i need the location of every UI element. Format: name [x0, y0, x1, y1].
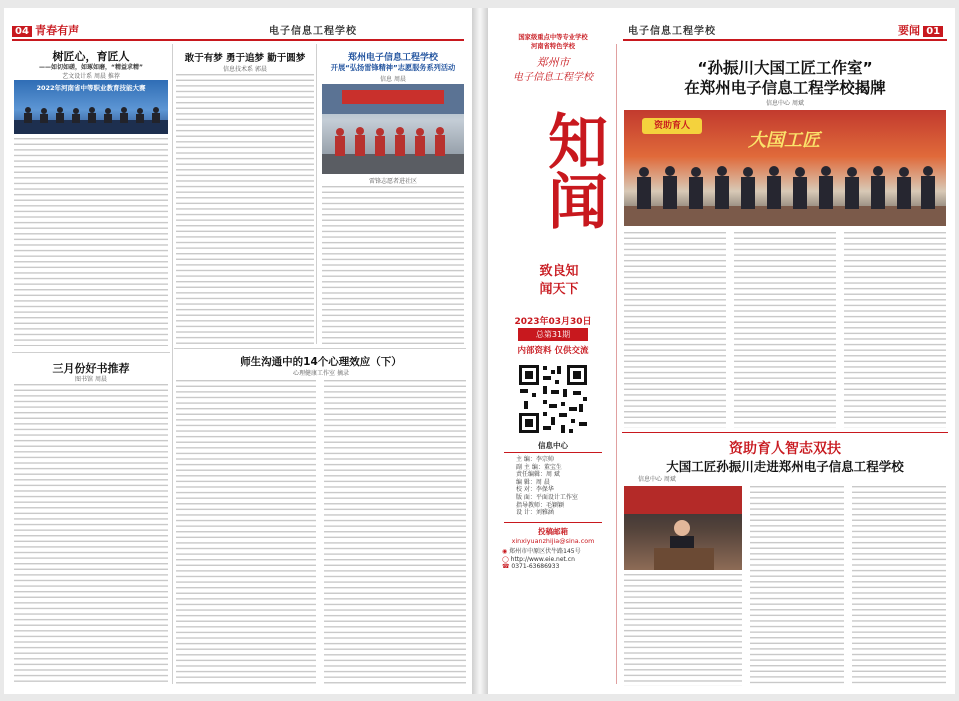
page-header-title: 电子信息工程学校 — [269, 26, 357, 37]
masthead-divider — [504, 522, 602, 523]
location-pin-icon: ◉ — [502, 548, 508, 555]
phone-line — [502, 563, 612, 571]
phone-text: 0371-63686933 — [511, 563, 560, 571]
photo-title-text: 大国工匠 — [748, 130, 820, 151]
headline2-line-1: 资助育人智志双扶 — [729, 441, 841, 457]
ceremony-photo — [624, 110, 946, 226]
column-divider — [172, 44, 173, 684]
competition-photo — [14, 80, 168, 134]
school-name-line-1: 郑州市 — [536, 56, 570, 69]
section-title: 要闻 — [898, 24, 920, 37]
qr-label: 信息中心 — [538, 441, 568, 450]
masthead — [494, 32, 612, 672]
article-body-text — [624, 232, 726, 428]
article-byline: 艺文设计系 周晨 推荐 — [62, 73, 120, 80]
staff-entry: 责任编辑：周 斌 — [516, 471, 560, 479]
volunteer-group-illustration — [322, 84, 464, 174]
article-title-line2: 开展“弘扬雷锋精神”志愿服务系列活动 — [330, 63, 456, 72]
page-gutter — [472, 8, 488, 694]
org-line-2: 河南省特色学校 — [530, 43, 576, 50]
address-line — [502, 548, 612, 556]
article-body-text — [844, 232, 946, 428]
staff-entry: 校 对：李保华 — [516, 486, 554, 494]
header-rule — [623, 39, 947, 41]
issue-number-badge: 总第31期 — [518, 328, 588, 341]
staff-entry: 指导教师：毛颖颖 — [516, 501, 565, 509]
staff-entry: 编 辑：周 晨 — [516, 478, 550, 486]
article-subtitle: ——如切如磋，如琢如磨，“精益求精” — [39, 64, 143, 71]
article-byline: 心理健康工作室 摘录 — [293, 370, 349, 377]
issue-date: 2023年03月30日 — [514, 317, 592, 327]
article-byline: 信息 周晨 — [380, 76, 406, 83]
article-body-text — [624, 574, 742, 686]
photo-banner-badge: 资助育人 — [642, 118, 702, 134]
article-divider — [174, 348, 466, 349]
internal-notice: 内部资料 仅供交流 — [517, 346, 589, 356]
qr-code-graphic — [516, 362, 590, 436]
speaker-illustration — [624, 486, 742, 570]
website-text[interactable]: http://www.eie.net.cn — [510, 555, 575, 563]
speaker-photo — [624, 486, 742, 570]
right-page-header — [898, 22, 943, 38]
phone-icon: ☎ — [502, 563, 510, 571]
headline-byline: 信息中心 周斌 — [766, 100, 804, 107]
group-photo-illustration — [624, 110, 946, 226]
article-title: 郑州电子信息工程学校 — [347, 53, 438, 63]
website-line — [502, 556, 612, 564]
page-number-badge: 01 — [923, 26, 943, 37]
article-body-text — [734, 232, 836, 428]
headline-line-2: 在郑州电子信息工程学校揭牌 — [684, 79, 886, 97]
article-byline: 信息技术系 郭晨 — [223, 66, 267, 73]
contribution-label: 投稿邮箱 — [538, 527, 568, 536]
article-body-text — [176, 380, 316, 686]
staff-entry: 版 面：平面设计工作室 — [516, 493, 578, 501]
masthead-divider — [504, 452, 602, 453]
article-divider — [622, 432, 948, 433]
page-header-title: 电子信息工程学校 — [628, 26, 716, 37]
globe-icon: ◯ — [502, 555, 509, 563]
article-body-text — [750, 486, 844, 686]
volunteer-photo — [322, 84, 464, 174]
section-title: 青春有声 — [35, 24, 80, 37]
slogan-line-1: 致良知 — [539, 264, 579, 279]
people-silhouettes — [14, 80, 168, 134]
org-line-1: 国家级重点中等专业学校 — [518, 34, 588, 41]
qr-code — [516, 362, 590, 436]
left-page-header — [12, 22, 79, 38]
headline-line-1: “孙振川大国工匠工作室” — [697, 59, 873, 77]
masthead-big-title: 知闻 — [538, 110, 608, 230]
slogan-line-2: 闻天下 — [539, 282, 579, 297]
page-number-badge: 04 — [12, 26, 32, 37]
article-body-text — [322, 186, 464, 344]
article-title: 树匠心，育匠人 — [52, 50, 130, 63]
headline2-line-2: 大国工匠孙振川走进郑州电子信息工程学校 — [666, 459, 904, 474]
masthead-divider-line — [616, 44, 617, 684]
article-title: 师生沟通中的14个心理效应（下） — [240, 356, 402, 368]
staff-entry: 副 主 编：董宝生 — [516, 463, 562, 471]
address-text: 郑州市中原区伏牛路145号 — [509, 548, 581, 555]
article-title: 敢于有梦 勇于追梦 勤于圆梦 — [184, 53, 306, 64]
article-body-text — [176, 74, 314, 344]
article-body-text — [14, 384, 168, 686]
article-divider — [12, 352, 170, 353]
article-body-text — [324, 380, 466, 686]
staff-entry: 主 编：李宗帅 — [516, 456, 554, 463]
photo-caption: 雷锋志愿者进社区 — [368, 178, 417, 185]
article-byline: 图书馆 周晨 — [75, 376, 107, 383]
left-page — [4, 8, 472, 694]
headline2-byline: 信息中心 周斌 — [638, 476, 676, 483]
right-page — [488, 8, 955, 694]
header-rule — [12, 39, 464, 41]
column-divider — [316, 44, 317, 344]
article-body-text — [14, 138, 168, 346]
contact-info — [502, 548, 612, 571]
contribution-email[interactable]: xinxiyuanzhijia@sina.com — [511, 537, 595, 545]
photo-banner-text: 2022年河南省中等职业教育技能大赛 — [36, 84, 146, 92]
staff-list — [516, 456, 612, 517]
school-name-line-2: 电子信息工程学校 — [513, 72, 593, 83]
article-title: 三月份好书推荐 — [52, 362, 130, 375]
article-body-text — [852, 486, 946, 686]
staff-entry: 设 计：刘雅涵 — [516, 509, 554, 517]
